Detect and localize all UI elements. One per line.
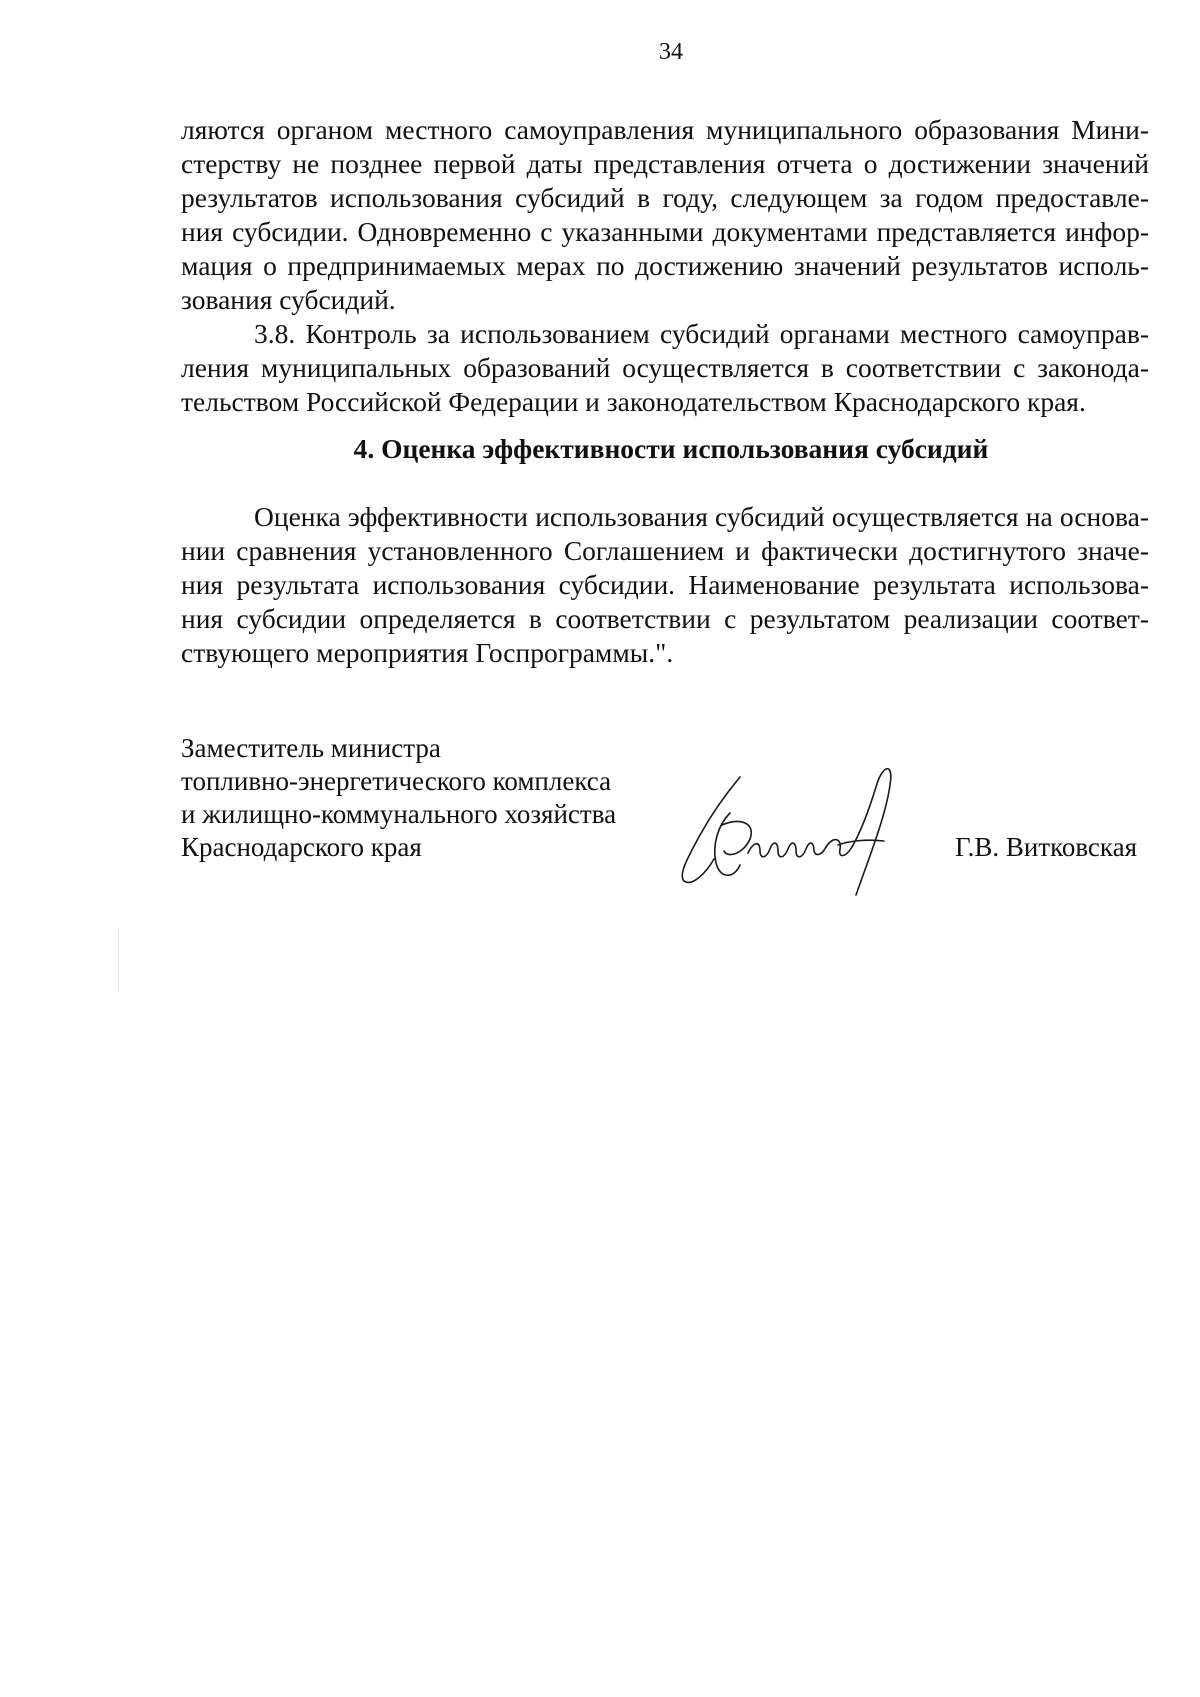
paragraph-3-line-5: ствующего мероприятия Госпрограммы.". — [181, 637, 674, 668]
paragraph-3-line-3: ния результата использования субсидии. Наименование результата использова- — [181, 569, 1149, 600]
page-number: 34 — [659, 39, 683, 65]
signatory-title-line-1: Заместитель министра — [181, 733, 441, 763]
paragraph-3-line-4: ния субсидии определяется в соответствии с результатом реализации соответ- — [181, 603, 1149, 634]
paragraph-1-line-6: зования субсидий. — [181, 284, 396, 315]
paragraph-1-line-5: мация о предпринимаемых мерах по достижению значений результатов исполь- — [181, 250, 1149, 281]
signatory-name: Г.В. Витковская — [955, 832, 1138, 862]
paragraph-2-line-1: 3.8. Контроль за использованием субсидий органами местного самоуправ- — [254, 318, 1149, 349]
paragraph-1-line-3: результатов использования субсидий в году, следующем за годом предоставле- — [181, 182, 1149, 213]
scan-margin-mark — [118, 930, 119, 990]
signatory-title-line-4: Краснодарского края — [181, 832, 422, 862]
paragraph-1-line-1: ляются органом местного самоуправления муниципального образования Мини- — [181, 114, 1149, 145]
handwritten-signature — [670, 755, 910, 900]
signatory-title-line-2: топливно-энергетического комплекса — [181, 766, 612, 796]
paragraph-1-line-2: стерству не позднее первой даты представления отчета о достижении значений — [181, 148, 1149, 179]
paragraph-3-line-2: нии сравнения установленного Соглашением и фактически достигнутого значе- — [181, 535, 1149, 566]
paragraph-3-line-1: Оценка эффективности использования субсидий осуществляется на основа- — [254, 501, 1149, 532]
signatory-title-line-3: и жилищно-коммунального хозяйства — [181, 799, 617, 829]
paragraph-2-line-2: ления муниципальных образований осуществляется в соответствии с законода- — [181, 352, 1149, 383]
section-heading: 4. Оценка эффективности использования субсидий — [353, 433, 989, 464]
paragraph-1-line-4: ния субсидии. Одновременно с указанными документами представляется инфор- — [181, 216, 1149, 247]
paragraph-2-line-3: тельством Российской Федерации и законодательством Краснодарского края. — [181, 386, 1086, 417]
